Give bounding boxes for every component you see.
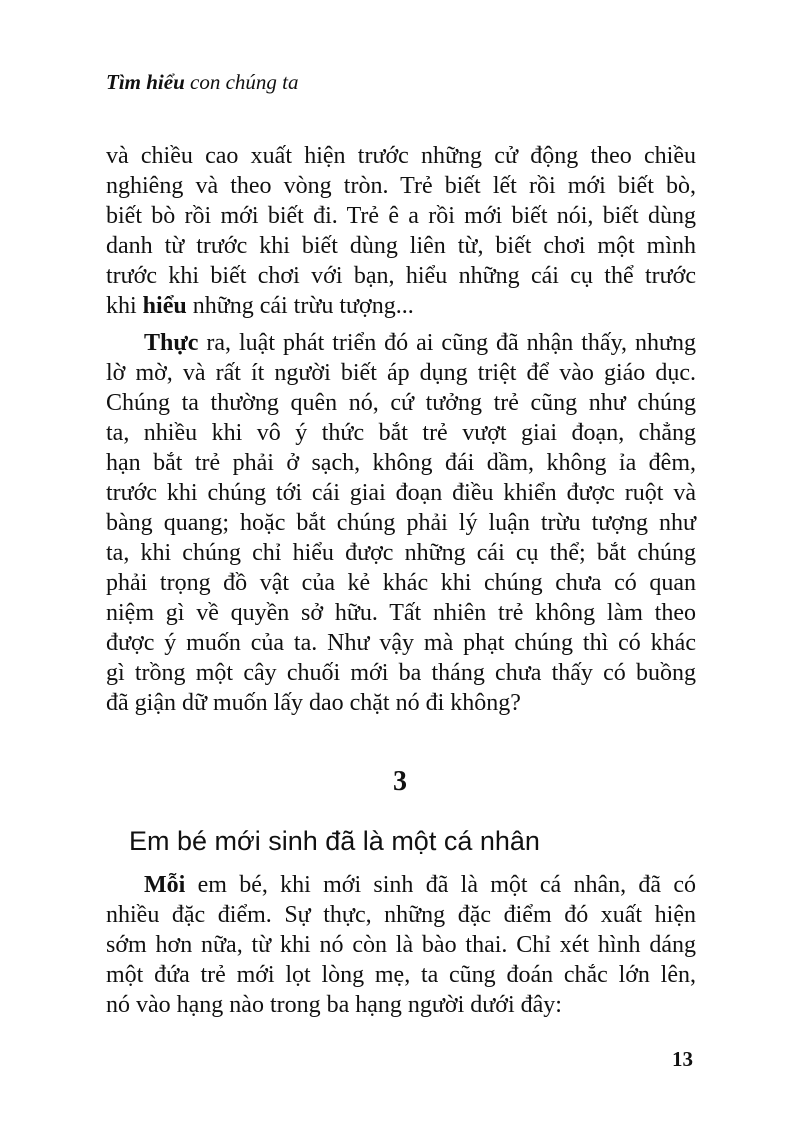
text-line: phải trọng đồ vật của kẻ khác khi chúng chưa có quan xyxy=(106,570,696,596)
running-header-bold: Tìm hiểu xyxy=(106,70,185,94)
text-span: những cái trừu tượng... xyxy=(186,293,414,319)
text-line: một đứa trẻ mới lọt lòng mẹ, ta cũng đoán chắc lớn lên, xyxy=(106,962,696,988)
paragraph-3 xyxy=(106,870,696,1020)
text-line: bàng quang; hoặc bắt chúng phải lý luận trừu tượng như xyxy=(106,510,696,536)
text-line: và chiều cao xuất hiện trước những cử động theo chiều xyxy=(106,143,696,169)
text-line xyxy=(106,291,696,321)
bold-word: hiểu xyxy=(142,293,187,319)
bold-word: Thực xyxy=(144,330,199,356)
text-line: trước khi biết chơi với bạn, hiểu những cái cụ thể trước xyxy=(106,263,696,289)
text-line: danh từ trước khi biết dùng liên từ, biết chơi một mình xyxy=(106,233,696,259)
text-line xyxy=(106,870,696,900)
text-line: niệm gì về quyền sở hữu. Tất nhiên trẻ không làm theo xyxy=(106,600,696,626)
text-line: đã giận dữ muốn lấy dao chặt nó đi không? xyxy=(106,690,521,716)
paragraph-2 xyxy=(106,328,696,718)
text-line: Chúng ta thường quên nó, cứ tưởng trẻ cũng như chúng xyxy=(106,390,696,416)
running-header-rest: con chúng ta xyxy=(184,70,299,94)
chapter-title: Em bé mới sinh đã là một cá nhân xyxy=(129,826,540,856)
page-number: 13 xyxy=(672,1047,693,1071)
text-line: nó vào hạng nào trong ba hạng người dưới đây: xyxy=(106,992,562,1018)
text-line: được ý muốn của ta. Như vậy mà phạt chúng thì có khác xyxy=(106,630,696,656)
text-line: nhiều đặc điểm. Sự thực, những đặc điểm đó xuất hiện xyxy=(106,902,696,928)
text-line: ta, khi chúng chỉ hiểu được những cái cụ thể; bắt chúng xyxy=(106,540,696,566)
text-line: hạn bắt trẻ phải ở sạch, không đái dầm, không ỉa đêm, xyxy=(106,450,696,476)
bold-word: Mỗi xyxy=(144,872,186,898)
paragraph-1 xyxy=(106,141,696,321)
text-line: gì trồng một cây chuối mới ba tháng chưa thấy có buồng xyxy=(106,660,696,686)
text-line xyxy=(106,328,696,358)
text-line: biết bò rồi mới biết đi. Trẻ ê a rồi mới biết nói, biết dùng xyxy=(106,203,696,229)
text-line: nghiêng và theo vòng tròn. Trẻ biết lết rồi mới biết bò, xyxy=(106,173,696,199)
text-span: ra, luật phát triển đó ai cũng đã nhận thấy, nhưng xyxy=(198,330,696,356)
text-span: em bé, khi mới sinh đã là một cá nhân, đã có xyxy=(185,872,696,898)
chapter-number: 3 xyxy=(393,766,407,797)
text-line: sớm hơn nữa, từ khi nó còn là bào thai. Chỉ xét hình dáng xyxy=(106,932,696,958)
text-line: lờ mờ, và rất ít người biết áp dụng triệt để vào giáo dục. xyxy=(106,360,696,386)
text-line: trước khi chúng tới cái giai đoạn điều khiển được ruột và xyxy=(106,480,696,506)
running-header xyxy=(106,70,299,95)
text-line: ta, nhiều khi vô ý thức bắt trẻ vượt giai đoạn, chẳng xyxy=(106,420,696,446)
text-span: khi xyxy=(106,293,143,319)
